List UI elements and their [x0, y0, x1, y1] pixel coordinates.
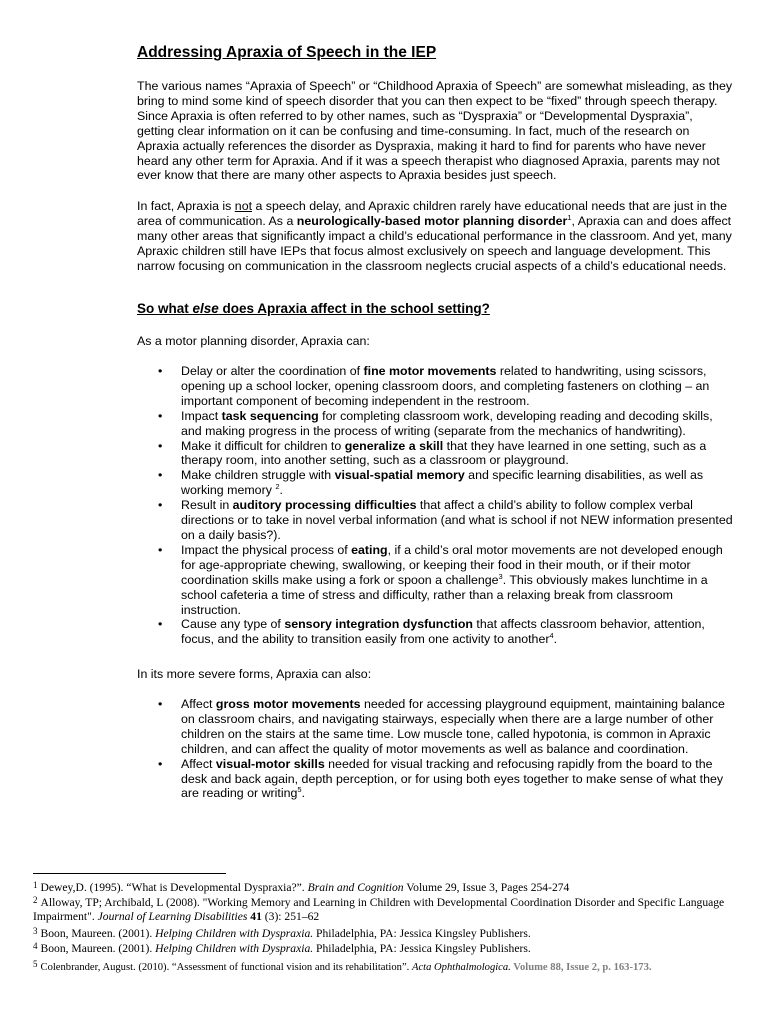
intro-paragraph-2: In fact, Apraxia is not a speech delay, and Apraxic children rarely have educational needs that are just in the area of communication. As a neurologically-based motor planning disorder$^1$, Apraxia can and does affect many other areas that significantly impact a child’s educational performance in the classroom. And yet, many Apraxic children still have IEPs that focus almost exclusively on speech and language development. This narrow focusing on communication in the classroom neglects crucial aspects of a child’s educational needs.	[137, 199, 732, 273]
list-item: • Impact task sequencing for completing classroom work, developing reading and decoding skills, and making progress in the process of writing (separate from the mechanics of handwriting).	[158, 408, 713, 438]
list-lead-2: In its more severe forms, Apraxia can also:	[137, 667, 372, 681]
footnote: $^4$ Boon, Maureen. (2001). Helping Children with Dyspraxia. Philadelphia, PA: Jessica Kingsley Publishers.	[33, 941, 531, 955]
list-item: • Result in auditory processing difficulties that affect a child’s ability to follow complex verbal directions or to take in novel verbal information (and what is school if not NEW information presented on a daily basis?).	[158, 498, 733, 542]
list-item: • Make it difficult for children to generalize a skill that they have learned in one setting, such as a therapy room, into another setting, such as a classroom or playground.	[158, 438, 707, 468]
list-item: • Make children struggle with visual-spatial memory and specific learning disabilities, as well as working memory $^2$.	[158, 468, 704, 498]
list-item: • Delay or alter the coordination of fine motor movements related to handwriting, using scissors, opening up a school locker, opening classroom doors, and completing fasteners on clothing – an important component of becoming independent in the restroom.	[158, 364, 710, 408]
severe-effects-list	[137, 697, 733, 801]
list-item: • Affect visual-motor skills needed for visual tracking and refocusing rapidly from the board to the desk and back again, depth perception, or for using both eyes together to make sense of what they are reading or writing$^5$.	[158, 756, 724, 801]
footnote: $^1$ Dewey,D. (1995). “What is Developmental Dyspraxia?”. Brain and Cognition Volume 29, Issue 3, Pages 254-274	[33, 880, 570, 894]
page-title: Addressing Apraxia of Speech in the IEP	[137, 44, 437, 61]
footnote: $^5$ Colenbrander, August. (2010). “Assessment of functional vision and its rehabilitation”. Acta Ophthalmologica. Volume 88, Issue 2, p. 163-173.	[33, 959, 652, 973]
list-item: • Cause any type of sensory integration dysfunction that affects classroom behavior, attention, focus, and the ability to transition easily from one activity to another$^4$.	[158, 617, 705, 647]
footnote-separator	[33, 873, 226, 874]
list-item: • Impact the physical process of eating, if a child’s oral motor movements are not developed enough for age-appropriate chewing, swallowing, or keeping their food in their mouth, or if their motor coordination skills make using a fork or spoon a challenge$^3$. This obviously makes lunchtime in a school cafeteria a time of stress and difficulty, rather than a relaxing break from classroom instruction.	[158, 542, 723, 617]
footnote: $^3$ Boon, Maureen. (2001). Helping Children with Dyspraxia. Philadelphia, PA: Jessica Kingsley Publishers.	[33, 926, 531, 940]
list-lead-1: As a motor planning disorder, Apraxia can:	[137, 334, 370, 348]
list-item: • Affect gross motor movements needed for accessing playground equipment, maintaining balance on classroom chairs, and navigating stairways, especially when there are a large number of other children on the stairs at the same time. Low muscle tone, called hypotonia, is common in Apraxic children, and can affect the quality of motor movements as well as balance and coordination.	[158, 697, 725, 756]
intro-paragraph-1: The various names “Apraxia of Speech” or “Childhood Apraxia of Speech” are somewhat misleading, as they bring to mind some kind of speech disorder that you can then expect to be “fixed” through speech therapy. Since Apraxia is often referred to by other names, such as “Dyspraxia” or “Developmental Dyspraxia”, getting clear information on it can be confusing and time-consuming. In fact, much of the research on Apraxia actually references the disorder as Dyspraxia, making it hard to find for parents who have never heard any other term for Apraxia. And if it was a speech therapist who diagnosed Apraxia, parents may not ever know that there are many other aspects to Apraxia besides just speech.	[137, 79, 733, 183]
section-heading: So what else does Apraxia affect in the school setting?	[137, 301, 490, 316]
footnote: $^2$ Alloway, TP; Archibald, L (2008). "Working Memory and Learning in Children with Developmental Coordination Disorder and Specific Language Impairment". Journal of Learning Disabilities 41 (3): 251–62	[33, 895, 725, 923]
effects-list	[137, 364, 733, 647]
